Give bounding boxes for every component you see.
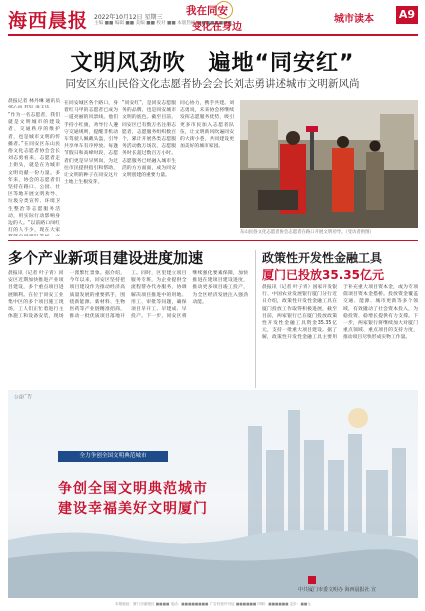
article1-column-3: “同安红”，是同安志愿服务的品牌，也是同安城市文明的底色。截至目前，同安区已有数万名注册志愿者，志愿服务组织数百个，累计开展各类志愿服务活动数万场次，志愿服务时长超过数百万小时。志愿服务已经融入城市生活的方方面面，成为同安文明创建的重要力量。 xyxy=(122,101,176,179)
article3-body: 晨报讯（记者 叶子青）国家开发银行、中国农业发展银行厦门分行近日介绍，政策性开发性金融工具在厦门投放工作取得积极进展，截至目前，两家银行已在厦门投放政策性开发性金融工具资金35.35亿元，支持一批重大项目建设。据了解，政策性开发性金融工具主要用于补充重大项目资本金，或为专项债项目资本金搭桥。投放资金覆盖交通、能源、城市更新等多个领域，有效撬动了社会资本投入，为稳投资、稳增长提供有力支撑。下一步，两家银行将继续加大对厦门重点领域、重点项目的支持力度，推动项目尽快形成实物工作量。 xyxy=(262,285,418,341)
article1-column-4: 同心协力，携手共建。刘志勇说，未来协会将继续发挥志愿服务优势，吸引更多市民加入志愿者队伍，让文明新风吹遍同安的大街小巷，共同建设更加美好的城市家园。 xyxy=(180,101,234,150)
headline-projects: 多个产业新项目建设进度加速 xyxy=(8,249,204,267)
stamp-line-2: 变化在身边 xyxy=(192,22,242,33)
ad-label: 公益广告 xyxy=(14,395,32,400)
header-rule xyxy=(8,34,418,36)
ad-credit: 中共厦门市委文明办 海西晨报社 宣 xyxy=(298,587,377,593)
article1-column-1: “作为一名志愿者，我们就是文明城市的建设者、交通秩序的维护者，也是城市文明的传播者。”在同安区东山民俗文化志愿者协会会长刘志勇看来，志愿者走上街头，就是在为城市文明贡献一份力量。多年来，协会的志愿者们坚持在路口、公园、社区等地开展文明劝导、垃圾分类宣传、环境卫生整治等志愿服务活动，用实际行动影响身边的人。“以前路口闯红灯的人不少，现在大家 xyxy=(8,113,60,234)
headline-main: 文明风劲吹 遍地“同安红” xyxy=(70,51,355,76)
volunteer-photo xyxy=(240,100,418,228)
ad-slogan-line2: 建设幸福美好文明厦门 xyxy=(58,501,208,517)
stamp-line-1: 我在同安 xyxy=(186,5,228,17)
article2-body: 晨报讯（记者 叶子青）同安区近期加快推进产业项目建设，多个重点项目进展顺利。在位于同安工业集中区的多个项目施工现场，工人们正忙着进行主体施工和设备安装，现场一派繁忙景象。据介绍，今年以来，同安区坚持把项目建设作为推动经济高质量发展的重要抓手，围绕新能源、新材料、生物医药等产业链精准招商，推动一批优质项目落地开工。同时，区里建立项目服务专班，为企业提供全流程帮办代办服务，协调解决项目推进中的用地、用工、审批等问题，确保项目早开工、早建成、早投产。下一步，同安区将继续强化要素保障，加快推进在建项目建设进度，推动更多项目竣工投产，为全区经济发展注入强劲动能。 xyxy=(8,271,248,320)
headline-finance-line2: 厦门已投放35.35亿元 xyxy=(262,268,384,282)
editor-credits: 主编 ■■ 编辑 ■■ 美编 ■■ 校对 ■■ 本版热线 ■■■■■■■■ xyxy=(94,21,232,26)
photo-caption: 东山民俗文化志愿者协会志愿者在路口开展文明劝导。（受访者供图） xyxy=(240,230,374,235)
newspaper-logo: 海西晨报 xyxy=(8,10,89,32)
page-number: A9 xyxy=(396,6,418,24)
issue-date: 2022年10月12日 星期三 xyxy=(94,14,163,21)
article1-column-2: 在同安城区各个路口，身着红马甲的志愿者已成为一道亮丽的风景线。他们手持小红旗，劝导行人遵守交通规则，提醒非机动车驾驶人佩戴头盔，引导共享单车有序停放。每逢节假日和高峰时段，志愿者们更是早早到岗，为过往市民提供指引和帮助，让文明的种子在同安这片土地上生根发芽。 xyxy=(64,101,118,186)
subheadline-main: 同安区东山民俗文化志愿者协会会长刘志勇讲述城市文明新风尚 xyxy=(65,78,360,90)
page-footer: 本报地址：厦门市湖里区 ■■■■ 电话：■■■■■■■■ 广告经营许可证 ■■■■■■ 印刷：■■■■■■ 定价：■■元 xyxy=(115,602,311,606)
headline-finance-line1: 政策性开发性金融工具 xyxy=(262,251,383,265)
section-divider xyxy=(8,240,418,241)
section-name: 城市读本 xyxy=(334,14,374,25)
column-divider xyxy=(255,250,256,388)
ad-tagline: 全力争创全国文明典范城市 xyxy=(58,451,168,462)
column-stamp xyxy=(186,2,242,34)
ad-slogan-line1: 争创全国文明典范城市 xyxy=(58,481,208,497)
street-scene-image xyxy=(240,100,418,228)
byline: 晨报记者 林丹琳 通讯员 xyxy=(8,99,60,104)
